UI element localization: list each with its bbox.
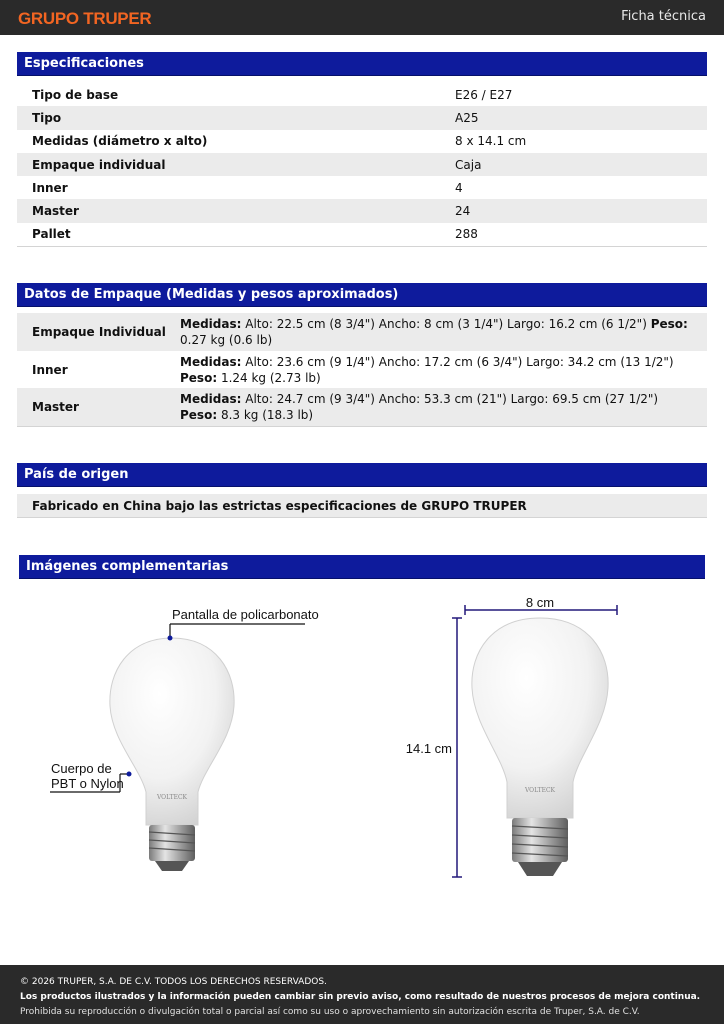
table-row <box>17 83 707 106</box>
footer-copyright: © 2026 TRUPER, S.A. DE C.V. TODOS LOS DERECHOS RESERVADOS. <box>20 977 327 987</box>
weight-label: Peso: <box>180 407 218 422</box>
spec-value: 8 x 14.1 cm <box>455 134 527 149</box>
brand-logo: GRUPO TRUPER <box>18 9 152 28</box>
height-dimension-label: 14.1 cm <box>405 741 452 756</box>
spec-key: Tipo de base <box>32 87 119 102</box>
spec-key: Empaque individual <box>17 153 454 176</box>
spec-value: 288 <box>454 223 707 246</box>
bulb-brand-right: VOLTECK <box>524 787 556 794</box>
spec-key: Pallet <box>17 223 454 246</box>
weight-label: Peso: <box>180 370 218 385</box>
section-header-images: Imágenes complementarias <box>19 555 705 579</box>
table-row <box>17 106 707 129</box>
table-row <box>17 176 707 199</box>
bulb-diagrams <box>0 580 724 900</box>
width-dimension-label: 8 cm <box>525 595 555 610</box>
spec-value: 24 <box>454 199 707 222</box>
packaging-value <box>179 388 707 426</box>
spec-value: E26 / E27 <box>455 87 513 102</box>
label-body-line2: PBT o Nylon <box>51 776 124 791</box>
packaging-key: Master <box>17 388 179 426</box>
document-type: Ficha técnica <box>621 9 706 24</box>
table-row <box>17 351 707 389</box>
packaging-key: Empaque Individual <box>17 313 179 351</box>
measures-text: Alto: 22.5 cm (8 3/4") Ancho: 8 cm (3 1/4") Largo: 16.2 cm (6 1/2") <box>245 316 647 331</box>
measures-text: Alto: 24.7 cm (9 3/4") Ancho: 53.3 cm (21") Largo: 69.5 cm (27 1/2") <box>245 391 659 406</box>
weight-text: 1.24 kg (2.73 lb) <box>220 370 321 385</box>
label-body-line1: Cuerpo de <box>51 761 112 776</box>
weight-text: 8.3 kg (18.3 lb) <box>220 407 314 422</box>
section-header-specs: Especificaciones <box>17 52 707 76</box>
measures-label: Medidas: <box>180 391 242 406</box>
label-shell: Pantalla de policarbonato <box>172 607 319 622</box>
spec-key: Inner <box>32 180 68 195</box>
spec-key: Medidas (diámetro x alto) <box>32 134 208 149</box>
weight-text: 0.27 kg (0.6 lb) <box>180 332 273 347</box>
table-row <box>17 130 707 153</box>
measures-label: Medidas: <box>180 354 242 369</box>
spec-value: Caja <box>454 153 707 176</box>
top-bar <box>0 0 724 35</box>
packaging-table <box>17 313 707 427</box>
spec-value: A25 <box>454 106 707 129</box>
spec-value: 4 <box>455 180 463 195</box>
measures-text: Alto: 23.6 cm (9 1/4") Ancho: 17.2 cm (6 3/4") Largo: 34.2 cm (13 1/2") <box>245 354 674 369</box>
packaging-value <box>179 313 707 351</box>
footer-notice: Los productos ilustrados y la información pueden cambiar sin previo aviso, como resultado de nuestros procesos de mejora continua. <box>20 992 701 1002</box>
section-header-origin: País de origen <box>17 463 707 487</box>
table-row <box>17 223 707 246</box>
spec-key: Tipo <box>17 106 454 129</box>
spec-key: Master <box>17 199 454 222</box>
packaging-value <box>179 351 707 389</box>
bulb-illustration-left <box>110 638 234 871</box>
specs-table <box>17 83 707 247</box>
section-header-packaging: Datos de Empaque (Medidas y pesos aproximados) <box>17 283 707 307</box>
weight-label: Peso: <box>650 316 688 331</box>
footer <box>0 965 724 1024</box>
callout-dot-shell <box>168 636 173 641</box>
packaging-key: Inner <box>32 362 68 377</box>
table-row <box>17 313 707 351</box>
origin-text: Fabricado en China bajo las estrictas especificaciones de GRUPO TRUPER <box>17 494 707 518</box>
footer-prohibition: Prohibida su reproducción o divulgación total o parcial así como su uso o aprovechamiento sin autorización escrita de Truper, S.A. de C.V. <box>20 1007 640 1017</box>
table-row <box>17 388 707 426</box>
measures-label: Medidas: <box>180 316 242 331</box>
table-row <box>17 199 707 222</box>
table-row <box>17 153 707 176</box>
callout-dot-body <box>127 772 132 777</box>
bulb-illustration-right <box>472 618 608 876</box>
bulb-brand-left: VOLTECK <box>156 794 188 801</box>
